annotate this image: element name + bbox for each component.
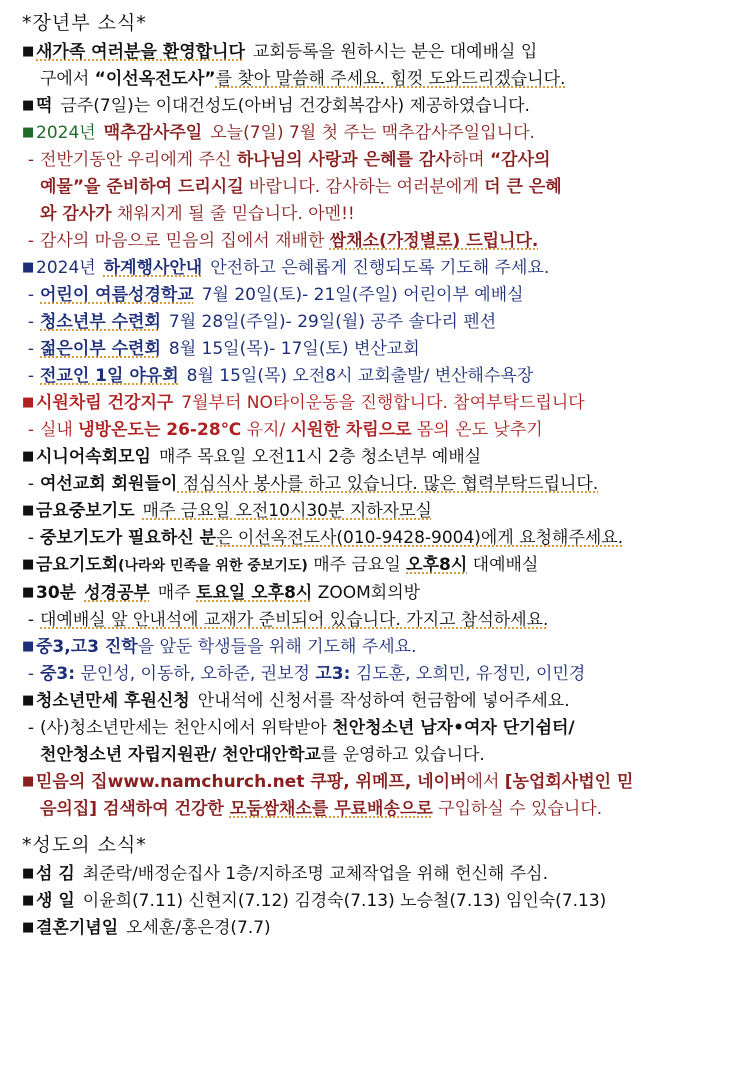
item-anniversary: ■ 결혼기념일 오세훈/홍은경(7.7) (22, 915, 727, 941)
bullet-icon: ■ (22, 44, 35, 59)
item-friday-intercession: ■ 금요중보기도 매주 금요일 오전10시30분 지하자모실 (22, 498, 727, 524)
bullet-icon: ■ (22, 449, 35, 464)
summer-event-row: - 어린이 여름성경학교 7월 20일(토)- 21일(주일) 어린이부 예배실 (27, 285, 524, 305)
thanksgiving-detail-2: 예물”을 준비하여 드리시길 바랍니다. 감사하는 여러분에게 더 큰 은혜 (40, 177, 562, 197)
item-birthdays: ■ 생 일 이윤희(7.11) 신현지(7.12) 김경숙(7.13) 노승철(7.13) 임인숙(7.13) (22, 888, 727, 914)
thanksgiving-detail-1: - 전반기동안 우리에게 주신 하나님의 사랑과 은혜를 감사하며 “감사의 (27, 150, 551, 170)
bullet-icon: ■ (22, 395, 35, 410)
senior-meeting-detail: - 여선교회 회원들이 점심식사 봉사를 하고 있습니다. 많은 협력부탁드립니다. (27, 474, 599, 494)
item-new-family-cont: 구에서 “이선옥전도사”를 찾아 말씀해 주세요. 힘껏 도와드리겠습니다. (40, 69, 566, 89)
bullet-icon: ■ (22, 125, 35, 140)
summer-event-row: - 청소년부 수련회 7월 28일(주일)- 29일(월) 공주 솔다리 펜션 (27, 312, 497, 332)
summer-event-row: - 전교인 1일 야유회 8월 15일(목) 오전8시 교회출발/ 변산해수욕장 (27, 366, 534, 386)
item-bible-study: ■ 30분 성경공부 매주 토요일 오후8시 ZOOM회의방 (22, 580, 727, 606)
thanksgiving-detail-4: - 감사의 마음으로 믿음의 집에서 재배한 쌈채소(가정별로) 드립니다. (27, 231, 539, 251)
bullet-icon: ■ (22, 866, 35, 881)
item-new-family: ■ 새가족 여러분을 환영합니다 교회등록을 원하시는 분은 대예배실 입 (22, 39, 727, 65)
item-youth-support: ■ 청소년만세 후원신청 안내석에 신청서를 작성하여 헌금함에 넣어주세요. (22, 688, 727, 714)
bullet-icon: ■ (22, 260, 35, 275)
bullet-icon: ■ (22, 893, 35, 908)
item-rice-cake: ■ 떡 금주(7일)는 이대건성도(아버님 건강회복감사) 제공하였습니다. (22, 93, 727, 119)
graduates-names: - 중3: 문인성, 이동하, 오하준, 권보정 고3: 김도훈, 오희민, 유정민, 이민경 (27, 664, 586, 684)
bullet-icon: ■ (22, 639, 35, 654)
item-graduates-prayer: ■ 중3,고3 진학을 앞둔 학생들을 위해 기도해 주세요. (22, 634, 727, 660)
item-faith-house-line2: 음의집] 검색하여 건강한 모둠쌈채소를 무료배송으로 구입하실 수 있습니다. (40, 799, 603, 819)
bullet-icon: ■ (22, 503, 35, 518)
item-summer-events: ■ 2024년 하계행사안내 안전하고 은혜롭게 진행되도록 기도해 주세요. (22, 255, 727, 281)
item-service: ■ 섬 김 최준락/배정순집사 1층/지하조명 교체작업을 위해 헌신해 주심. (22, 861, 727, 887)
item-friday-prayer: ■ 금요기도회(나라와 민족을 위한 중보기도) 매주 금요일 오후8시 대예배실 (22, 552, 727, 579)
summer-event-row: - 젊은이부 수련회 8월 15일(목)- 17일(토) 변산교회 (27, 339, 420, 359)
bullet-icon: ■ (22, 98, 35, 113)
youth-support-detail-2: 천안청소년 자립지원관/ 천안대안학교를 운영하고 있습니다. (40, 745, 485, 765)
item-senior-meeting: ■ 시니어속회모임 매주 목요일 오전11시 2층 청소년부 예배실 (22, 444, 727, 470)
cool-dress-detail: - 실내 냉방온도는 26-28℃ 유지/ 시원한 차림으로 몸의 온도 낮추기 (27, 420, 543, 440)
section-title-member-news: *성도의 소식* (22, 834, 147, 856)
friday-intercession-detail: - 중보기도가 필요하신 분은 이선옥전도사(010-9428-9004)에게 요청해주세요. (27, 528, 624, 548)
bullet-icon: ■ (22, 920, 35, 935)
bullet-icon: ■ (22, 693, 35, 708)
thanksgiving-detail-3: 와 감사가 채워지게 될 줄 믿습니다. 아멘!! (40, 204, 355, 224)
bible-study-detail: - 대예배실 앞 안내석에 교재가 준비되어 있습니다. 가지고 참석하세요. (27, 610, 549, 630)
item-cool-dress: ■ 시원차림 건강지구 7월부터 NO타이운동을 진행합니다. 참여부탁드립니다 (22, 390, 727, 416)
item-thanksgiving: ■ 2024년 맥추감사주일 오늘(7일) 7월 첫 주는 맥추감사주일입니다. (22, 120, 727, 146)
youth-support-detail-1: - (사)청소년만세는 천안시에서 위탁받아 천안청소년 남자•여자 단기쉼터/ (27, 718, 575, 738)
section-title-elder-news: *장년부 소식* (22, 12, 147, 34)
bullet-icon: ■ (22, 557, 35, 572)
bullet-icon: ■ (22, 585, 35, 600)
item-faith-house-line1: ■ 믿음의 집www.namchurch.net 쿠팡, 위메프, 네이버에서 [농업회사법인 믿 (22, 769, 727, 795)
bullet-icon: ■ (22, 774, 35, 789)
